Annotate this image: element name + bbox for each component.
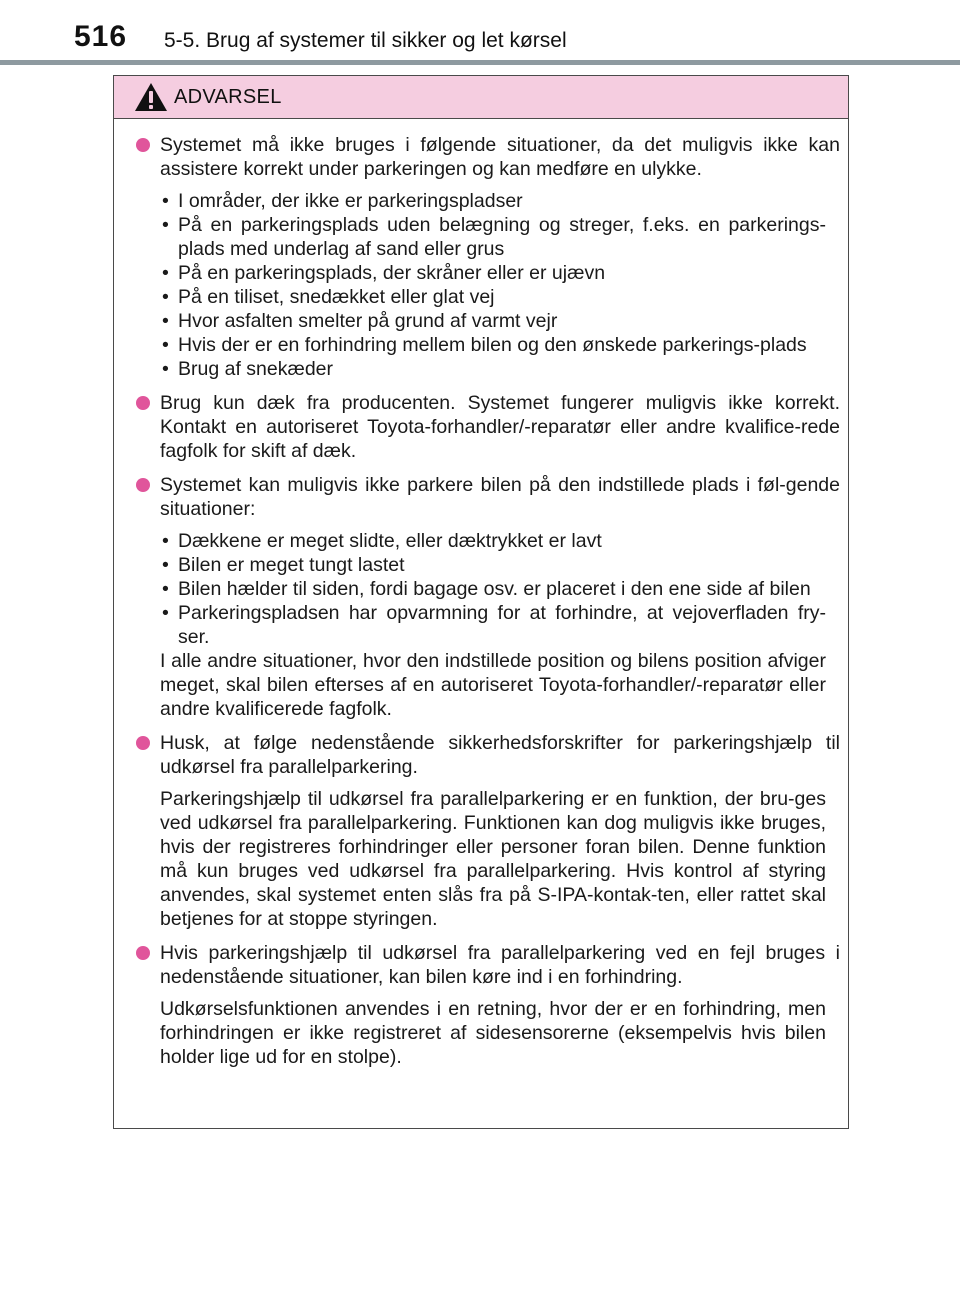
warning-item — [136, 391, 840, 463]
warning-item-text: Systemet må ikke bruges i følgende situationer, da det muligvis ikke kan assistere korrekt under parkeringen og kan medføre en ulykke. — [160, 134, 840, 180]
bullet-list — [160, 189, 840, 381]
list-item: • På en parkeringsplads, der skråner eller er ujævn — [160, 261, 840, 285]
warning-paragraph: Udkørselsfunktionen anvendes i en retning, hvor der er en forhindring, men forhindringen er ikke registreret af sidesensorerne (eksempelvis hvis bilen holder lige ud for en stolpe). — [160, 998, 826, 1068]
warning-box — [113, 75, 849, 1129]
list-item: • Brug af snekæder — [160, 357, 840, 381]
list-item: • På en tiliset, snedækket eller glat vej — [160, 285, 840, 309]
page-header — [0, 0, 960, 66]
list-item: • Dækkene er meget slidte, eller dæktrykket er lavt — [160, 529, 840, 553]
warning-item-text: Husk, at følge nedenstående sikkerhedsforskrifter for parkeringshjælp til udkørsel fra parallelparkering. — [160, 732, 840, 778]
warning-paragraph: Parkeringshjælp til udkørsel fra parallelparkering er en funktion, der bru-ges ved udkørsel fra parallelparkering. Funktionen kan dog muligvis ikke bruges, hvis der registreres forhindringer eller personer foran bilen. Denne funktion må kun bruges ved udkørsel fra parallelparkering. Hvis kontrol af styring anvendes, skal systemet enten slås fra på S-IPA-kontak-ten, eller rattet skal betjenes for at stoppe styringen. — [160, 788, 826, 930]
list-item: • Hvor asfalten smelter på grund af varmt vejr — [160, 309, 840, 333]
list-item: • Hvis der er en forhindring mellem bilen og den ønskede parkerings-plads — [160, 333, 840, 357]
warning-title: ADVARSEL — [174, 86, 282, 108]
warning-header — [114, 76, 848, 119]
warning-item — [136, 473, 840, 721]
warning-item — [136, 941, 840, 1069]
pink-dot-icon — [136, 736, 150, 750]
list-item: • Bilen hælder til siden, fordi bagage osv. er placeret i den ene side af bilen — [160, 577, 840, 601]
page-number: 516 — [74, 20, 128, 53]
warning-triangle-icon — [134, 82, 168, 112]
warning-item-text: Brug kun dæk fra producenten. Systemet fungerer muligvis ikke korrekt. Kontakt en autoriseret Toyota-forhandler/-reparatør eller andre kvalifice-rede fagfolk for skift af dæk. — [160, 392, 840, 462]
pink-dot-icon — [136, 138, 150, 152]
warning-item-text: Systemet kan muligvis ikke parkere bilen på den indstillede plads i føl-gende situationer: — [160, 474, 840, 520]
warning-item — [136, 731, 840, 931]
pink-dot-icon — [136, 396, 150, 410]
list-item: • Parkeringspladsen har opvarmning for at forhindre, at vejoverfladen fry-ser. — [160, 601, 840, 649]
bullet-list — [160, 529, 840, 649]
pink-dot-icon — [136, 478, 150, 492]
pink-dot-icon — [136, 946, 150, 960]
warning-item — [136, 133, 840, 381]
warning-paragraph: I alle andre situationer, hvor den indstillede position og bilens position afviger meget, skal bilen efterses af en autoriseret Toyota-forhandler/-reparatør eller andre kvalificerede fagfolk. — [160, 650, 826, 720]
section-title: 5-5. Brug af systemer til sikker og let kørsel — [164, 29, 567, 52]
list-item: • I områder, der ikke er parkeringspladser — [160, 189, 840, 213]
warning-body — [114, 119, 848, 1069]
list-item: • På en parkeringsplads uden belægning og streger, f.eks. en parkerings-plads med underlag af sand eller grus — [160, 213, 840, 261]
header-rule — [0, 60, 960, 65]
warning-item-text: Hvis parkeringshjælp til udkørsel fra parallelparkering ved en fejl bruges i nedenstående situationer, kan bilen køre ind i en forhindring. — [160, 942, 840, 988]
list-item: • Bilen er meget tungt lastet — [160, 553, 840, 577]
